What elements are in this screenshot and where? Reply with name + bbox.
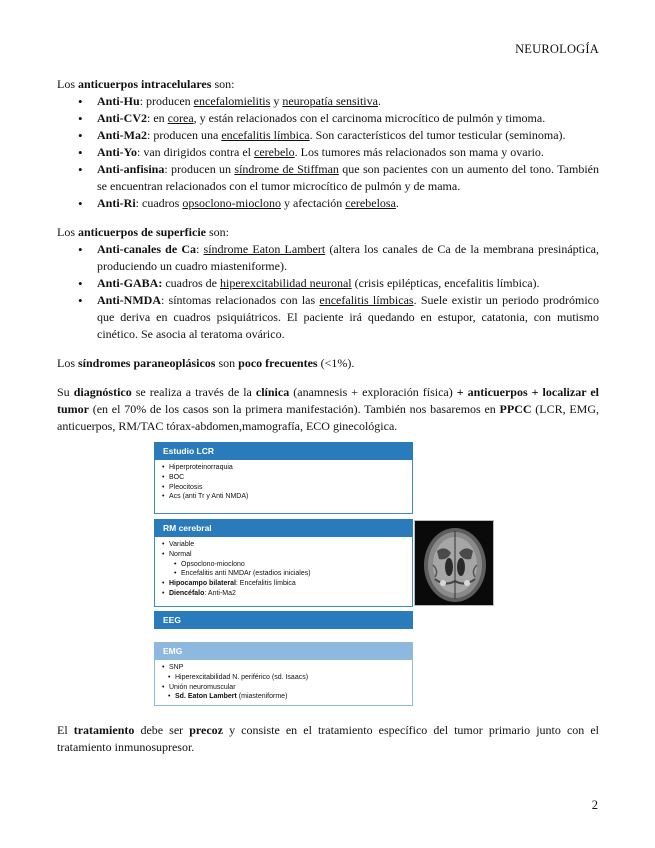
emg-item: • SNP [161,663,406,673]
surf-list [57,241,599,343]
emg-header: EMG [154,642,413,660]
eeg-header: EEG [154,611,413,629]
list-item: • Anti-GABA: cuadros de hiperexcitabilidad neuronal (crisis epilépticas, encefalitis límbica). [57,275,599,292]
page-number: 2 [591,798,598,812]
rm-subitem: • Encefalitis anti NMDAr (estadios iniciales) [161,569,406,579]
list-item: • Anti-canales de Ca: síndrome Eaton Lambert (altera los canales de Ca de la membrana presináptica, produciendo un cuadro miasteniforme). [57,241,599,275]
list-item: • Anti-anfisina: producen un síndrome de Stiffman que son pacientes con un aumento del tono. También se encuentran relacionados con el tumor microcítico de pulmón y de mama. [57,161,599,195]
rm-header: RM cerebral [154,519,413,537]
mri-brain-image [414,520,494,606]
rm-item: • Diencéfalo: Anti-Ma2 [161,589,406,599]
intra-intro: Los anticuerpos intracelulares son: [57,77,235,91]
list-item: • Anti-Yo: van dirigidos contra el cerebelo. Los tumores más relacionados son mama y ovario. [57,144,599,161]
rm-item: • Variable [161,540,406,550]
treatment-paragraph: El tratamiento debe ser precoz y consiste en el tratamiento específico del tumor primario junto con el tratamiento inmunosupresor. [57,723,599,754]
lcr-box [154,460,413,514]
list-item: • Anti-NMDA: síntomas relacionados con las encefalitis límbicas. Suele existir un periodo prodrómico que deriva en cuadros psiquiátricos. El paciente irá quedando en estupor, catatonia, con mutismo cinético. Se asocia al teratoma ovárico. [57,292,599,343]
list-item: • Anti-Ma2: producen una encefalitis límbica. Son característicos del tumor testicular (seminoma). [57,127,599,144]
diagnostic-figure [154,442,494,714]
diagnosis-paragraph: Su diagnóstico se realiza a través de la clínica (anamnesis + exploración física) + anticuerpos + localizar el tumor (en el 70% de los casos son la primera manifestación). También nos basaremos en PPCC (LCR, EMG, anticuerpos, RM/TAC tórax-abdomen,mamografía, ECO ginecológica. [57,385,600,433]
rm-item: • Normal [161,550,406,560]
emg-subitem: • Hiperexcitabilidad N. periférico (sd. Isaacs) [161,673,406,683]
page-content [57,76,599,435]
treatment-section [57,722,599,756]
rm-box [154,537,413,607]
section-header: NEUROLOGÍA [515,42,599,56]
surf-intro: Los anticuerpos de superficie son: [57,225,230,239]
lcr-item: • Pleocitosis [161,483,406,493]
emg-subitem: • Sd. Eaton Lambert (miasteniforme) [161,692,406,702]
lcr-header: Estudio LCR [154,442,413,460]
frequency-paragraph: Los síndromes paraneoplásicos son poco frecuentes (<1%). [57,356,355,370]
intra-list [57,93,599,212]
rm-item: • Hipocampo bilateral: Encefalitis límbica [161,579,406,589]
list-item: • Anti-CV2: en corea, y están relacionados con el carcinoma microcítico de pulmón y timoma. [57,110,599,127]
list-item: • Anti-Hu: producen encefalomielitis y neuropatía sensitiva. [57,93,599,110]
list-item: • Anti-Ri: cuadros opsoclono-mioclono y afectación cerebelosa. [57,195,599,212]
lcr-item: • Hiperproteinorraquia [161,463,406,473]
lcr-item: • BOC [161,473,406,483]
lcr-item: • Acs (anti Tr y Anti NMDA) [161,492,406,502]
rm-subitem: • Opsoclono-mioclono [161,560,406,570]
brain-scan-icon [415,521,494,606]
emg-box [154,660,413,706]
emg-item: • Unión neuromuscular [161,683,406,693]
